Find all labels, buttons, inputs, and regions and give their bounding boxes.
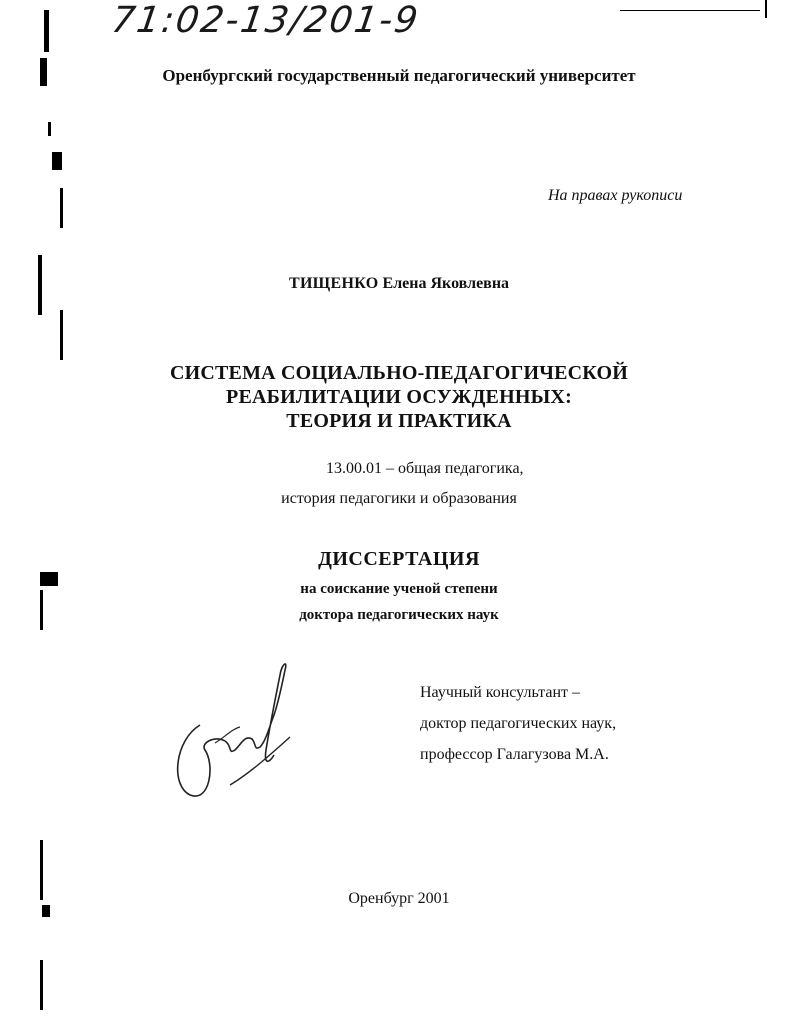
- scan-artifact: [42, 905, 50, 917]
- scan-artifact: [38, 255, 42, 315]
- scan-artifact: [40, 590, 43, 630]
- author-given-names: Елена Яковлевна: [382, 275, 510, 292]
- scan-artifact: [60, 310, 63, 360]
- scan-artifact: [40, 572, 58, 586]
- dissertation-title-line-1: СИСТЕМА СОЦИАЛЬНО-ПЕДАГОГИЧЕСКОЙ: [169, 362, 629, 384]
- document-type-heading: ДИССЕРТАЦИЯ: [318, 548, 480, 570]
- advisor-name: профессор Галагузова М.А.: [420, 746, 609, 763]
- advisor-role: Научный консультант –: [420, 684, 580, 701]
- scan-artifact: [52, 152, 62, 170]
- author-surname: ТИЩЕНКО: [288, 275, 379, 292]
- dissertation-title-line-2: РЕАБИЛИТАЦИИ ОСУЖДЕННЫХ:: [226, 386, 572, 408]
- specialty-code-line: 13.00.01 – общая педагогика,: [326, 460, 524, 477]
- scan-artifact: [40, 58, 47, 86]
- dissertation-title-line-3: ТЕОРИЯ И ПРАКТИКА: [286, 410, 512, 432]
- scan-artifact: [40, 960, 43, 1010]
- handwritten-signature: [170, 655, 310, 805]
- degree-line-1: на соискание ученой степени: [300, 581, 498, 597]
- scan-artifact: [765, 0, 767, 18]
- university-name: Оренбургский государственный педагогический университет: [162, 66, 636, 85]
- scan-artifact: [60, 188, 63, 228]
- author-name: [0, 275, 798, 293]
- city-and-year: Оренбург 2001: [348, 890, 450, 907]
- archive-code-handwritten: 71:02-13/201-9: [109, 0, 423, 41]
- scan-artifact: [40, 840, 43, 900]
- manuscript-note: На правах рукописи: [548, 187, 683, 204]
- specialty-name-line: история педагогики и образования: [281, 490, 517, 507]
- scan-artifact: [44, 10, 49, 52]
- scan-artifact: [620, 10, 760, 11]
- degree-line-2: доктора педагогических наук: [299, 607, 499, 623]
- scan-artifact: [48, 122, 51, 136]
- advisor-degree: доктор педагогических наук,: [420, 715, 617, 732]
